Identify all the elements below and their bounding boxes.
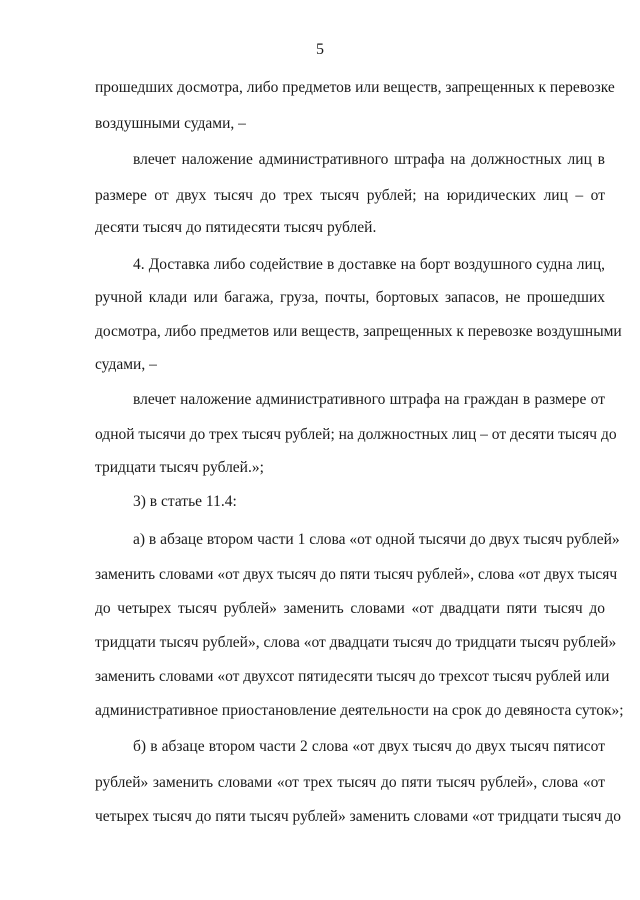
text-line: влечет наложение административного штрафа на граждан в размере от (133, 391, 605, 408)
text-line: одной тысячи до трех тысяч рублей; на должностных лиц – от десяти тысяч до (95, 426, 617, 443)
text-line: заменить словами «от двухсот пятидесяти тысяч до трехсот тысяч рублей или (95, 668, 610, 685)
text-line: десяти тысяч до пятидесяти тысяч рублей. (95, 219, 377, 236)
text-line: тридцати тысяч рублей.»; (95, 459, 264, 476)
text-line: размере от двух тысяч до трех тысяч рублей; на юридических лиц – от (95, 187, 605, 204)
text-line: тридцати тысяч рублей», слова «от двадцати тысяч до тридцати тысяч рублей» (95, 634, 617, 651)
text-line: рублей» заменить словами «от трех тысяч до пяти тысяч рублей», слова «от (95, 774, 605, 791)
text-line: ручной клади или багажа, груза, почты, бортовых запасов, не прошедших (95, 289, 605, 306)
text-line: досмотра, либо предметов или веществ, запрещенных к перевозке воздушными (95, 323, 622, 340)
text-line: четырех тысяч до пяти тысяч рублей» заменить словами «от тридцати тысяч до (95, 808, 622, 825)
page-number: 5 (316, 41, 324, 58)
text-line: 4. Доставка либо содействие в доставке на борт воздушного судна лиц, (133, 256, 605, 273)
text-line: до четырех тысяч рублей» заменить словами «от двадцати пяти тысяч до (95, 600, 605, 617)
text-line: б) в абзаце втором части 2 слова «от двух тысяч до двух тысяч пятисот (133, 738, 605, 755)
text-line: воздушными судами, – (95, 115, 246, 132)
text-line: 3) в статье 11.4: (133, 493, 237, 510)
text-line: заменить словами «от двух тысяч до пяти тысяч рублей», слова «от двух тысяч (95, 566, 618, 583)
text-line: прошедших досмотра, либо предметов или веществ, запрещенных к перевозке (95, 79, 615, 96)
text-line: влечет наложение административного штрафа на должностных лиц в (133, 151, 605, 168)
text-line: административное приостановление деятельности на срок до девяноста суток»; (95, 702, 624, 719)
text-line: а) в абзаце втором части 1 слова «от одной тысячи до двух тысяч рублей» (133, 531, 620, 548)
text-line: судами, – (95, 356, 157, 373)
